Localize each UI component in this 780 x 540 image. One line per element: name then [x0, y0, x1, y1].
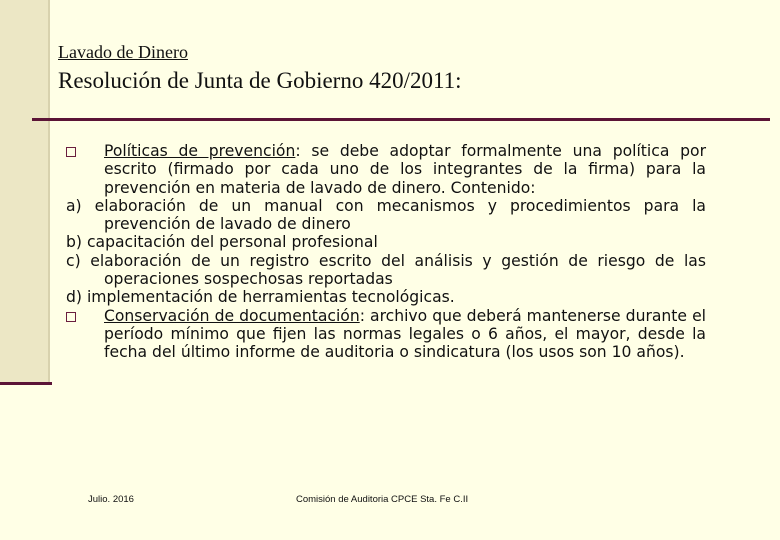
list-item: d) implementación de herramientas tecnológicas.	[66, 288, 455, 307]
slide-title: Resolución de Junta de Gobierno 420/2011:	[58, 68, 462, 93]
section-title: Lavado de Dinero	[58, 42, 188, 62]
footer-organization: Comisión de Auditoria CPCE Sta. Fe C.II	[296, 494, 469, 505]
slide-body	[66, 142, 706, 362]
bullet-text: : se debe adoptar formalmente una política por escrito (firmado por cada uno de los integrantes de la firma) para la prevención en materia de lavado de dinero. Contenido:	[104, 142, 706, 197]
bullet-politicas	[66, 142, 706, 197]
bullet-heading: Conservación de documentación	[104, 306, 360, 325]
list-item: b) capacitación del personal profesional	[66, 233, 378, 252]
bullet-heading: Políticas de prevención	[104, 142, 296, 160]
header-divider	[32, 118, 770, 121]
square-bullet-icon	[66, 147, 76, 157]
left-band-rule	[0, 382, 52, 385]
list-item: c) elaboración de un registro escrito del análisis y gestión de riesgo de las operaciones sospechosas reportadas	[66, 251, 706, 289]
footer-date: Julio. 2016	[88, 494, 134, 505]
bullet-text: : archivo que deberá mantenerse durante el período mínimo que fijen las normas legales o 6 años, el mayor, desde la fecha del último informe de auditoria o sindicatura (los usos son 10 años).	[104, 306, 706, 362]
left-decorative-band	[0, 0, 50, 382]
list-item: a) elaboración de un manual con mecanismos y procedimientos para la prevención de lavado de dinero	[66, 196, 706, 234]
square-bullet-icon	[66, 312, 76, 322]
bullet-conservacion	[66, 307, 706, 362]
